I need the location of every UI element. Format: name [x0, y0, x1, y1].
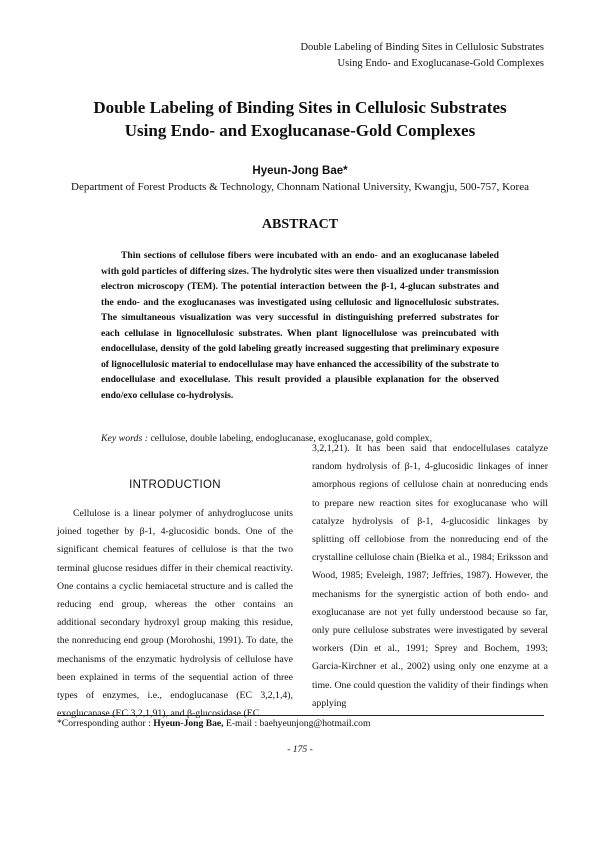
left-column: [57, 477, 293, 723]
abstract-body: Thin sections of cellulose fibers were incubated with an endo- and an exoglucanase labeled with gold particles of differing sizes. The hydrolytic sites were then visualized under transmission electron microscopy (TEM). The potential interaction between the β-1, 4-glucan substrates and the endo- and the exoglucanases was investigated using cellulosic and lignocellulosic substrates. The simultaneous visualization was very successful in distinguishing preferred substrates for each cellulase in lignocellulosic substrates. When plant lignocellulose was preincubated with endocellulase, density of the gold labeling greatly increased suggesting that preliminary exposure of lignocellulosic material to endocellulase may have enhanced the accessibility of the substrate to endocellulase and exocellulase. This result provided a plausible explanation for the observed endo/exo cellulase co-hydrolysis.: [101, 250, 499, 401]
introduction-heading: INTRODUCTION: [129, 479, 221, 491]
running-head-line-2: Using Endo- and Exoglucanase-Gold Complexes: [337, 58, 544, 69]
abstract-heading: ABSTRACT: [261, 217, 339, 232]
paper-title-line-2: Using Endo- and Exoglucanase-Gold Complexes: [124, 121, 476, 140]
author-name: Hyeun-Jong Bae*: [252, 165, 348, 177]
author-affiliation: Department of Forest Products & Technology, Chonnam National University, Kwangju, 500-757, Korea: [71, 181, 529, 193]
footnote-email: E-mail : baehyeunjong@hotmail.com: [223, 718, 371, 729]
running-head-line-1: Double Labeling of Binding Sites in Cellulosic Substrates: [300, 42, 544, 53]
keywords-text: cellulose, double labeling, endoglucanase, exoglucanase, gold complex,: [148, 433, 433, 444]
footnote-prefix: *Corresponding author :: [57, 718, 154, 729]
page-number: - 175 -: [287, 744, 313, 755]
running-head: [224, 40, 544, 72]
right-column: [312, 440, 548, 713]
paper-title: [0, 96, 600, 142]
footnote-author: Hyeun-Jong Bae,: [153, 718, 224, 729]
introduction-right-text: 3,2,1,21). It has been said that endocellulases catalyze random hydrolysis of β-1, 4-glucosidic linkages of inner amorphous regions of cellulose chain at nonreducing ends to prepare new reaction sites for exoglucanase who will catalyze hydrolysis of β-1, 4-glucosidic linkages by splitting off cellobiose from the nonreducing end of the crystalline cellulose chain (Bielka et al., 1984; Eriksson and Wood, 1985; Eveleigh, 1987; Jeffries, 1987). However, the mechanisms for the synergistic action of both endo- and exoglucanase are not yet fully understood because so far, only pure cellulose substrates were investigated by several workers (Din et al., 1991; Sprey and Bochem, 1993; Garcia-Kirchner et al., 2002) using only one enzyme at a time. One could question the validity of their findings when applying: [312, 443, 548, 709]
footnote-divider: [57, 715, 544, 716]
keywords-label: Key words :: [101, 433, 148, 444]
paper-title-line-1: Double Labeling of Binding Sites in Cellulosic Substrates: [93, 98, 507, 117]
introduction-left-text: Cellulose is a linear polymer of anhydroglucose units joined together by β-1, 4-glucosidic bonds. One of the significant chemical features of cellulose is that the two terminal glucose residues differ in their chemical reactivity. One contains a cyclic hemiacetal structure and is called the reducing end group, whereas the other contains an additional secondary hydroxyl group making this residue, the nonreducing end group (Morohoshi, 1991). To date, the mechanisms of the enzymatic hydrolysis of cellulose have been explained in terms of the sequential action of three types of enzymes, i.e., endoglucanase (EC 3,2,1,4), exoglucanase (EC 3,2,1,91), and β-glucosidase (EC: [57, 508, 293, 720]
footnote: [57, 718, 544, 730]
